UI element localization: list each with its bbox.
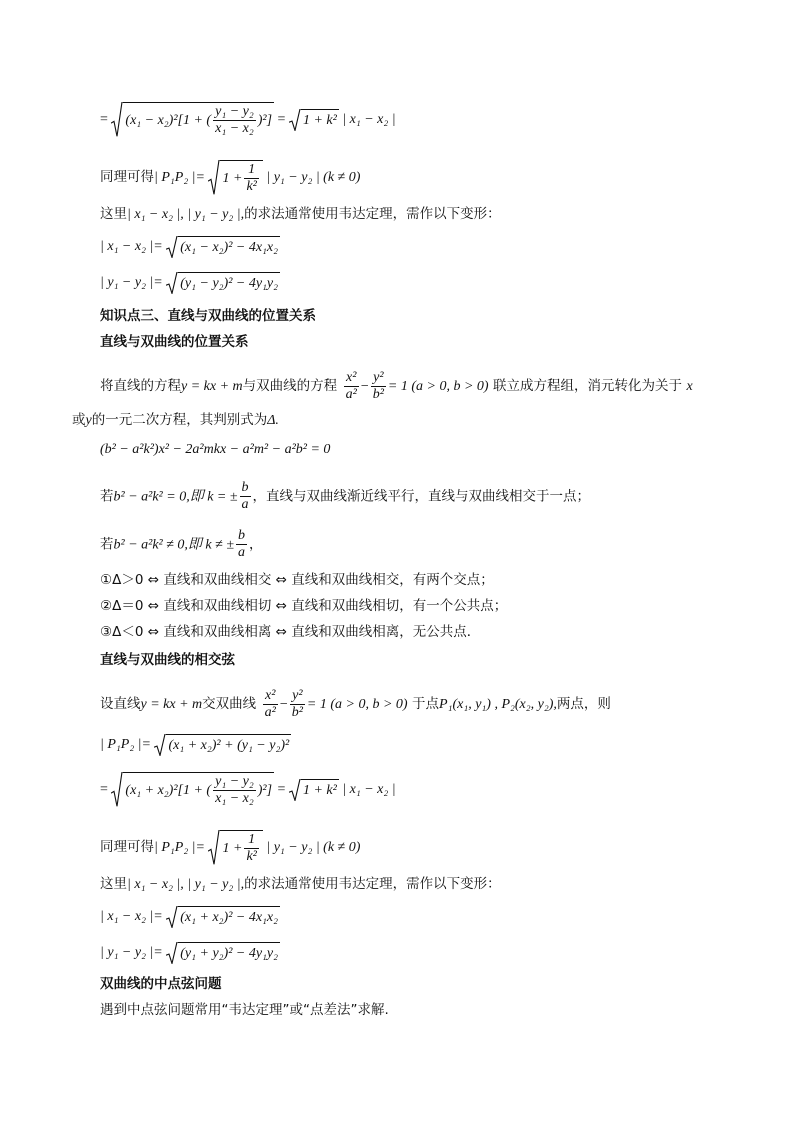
- case-line-2: ②Δ＝0 ⇔ 直线和双曲线相切 ⇔ 直线和双曲线相切，有一个公共点；: [100, 598, 508, 614]
- radical-sign: [289, 779, 301, 801]
- case-line-1: ①Δ＞0 ⇔ 直线和双曲线相交 ⇔ 直线和双曲线相交，有两个交点；: [100, 572, 494, 588]
- radical-sign: [166, 942, 178, 964]
- formula-line-4: | x₁ − x₂ |= (x₁ − x₂)² − 4x₁x₂: [100, 236, 280, 258]
- formula-line-5: | y₁ − y₂ |= (y₁ − y₂)² − 4y₁y₂: [100, 272, 280, 294]
- subsection-heading-position: 直线与双曲线的位置关系: [100, 334, 249, 350]
- radical-sign: [289, 109, 301, 131]
- subsection-heading-chord: 直线与双曲线的相交弦: [100, 652, 235, 668]
- text-line-18: 遇到中点弦问题常用“韦达定理”或“点差法”求解.: [100, 1002, 389, 1018]
- formula-line-12: | P₁P₂ |= (x₁ + x₂)² + (y₁ − y₂)²: [100, 734, 291, 756]
- radical-sign: [154, 734, 166, 756]
- radical-sign: [166, 272, 178, 294]
- text-line-3: 这里| x₁ − x₂ |, | y₁ − y₂ |,的求法通常使用韦达定理，需作以下变形：: [100, 206, 501, 222]
- radical-sign: [111, 102, 123, 137]
- formula-line-1: = (x₁ − x₂)²[1 + ( $\frac{\text{y₁ − y₂}}{\text{x₁ − x₂}}$ )²] = 1 + k² | x₁ − x₂ |: [100, 104, 396, 137]
- formula-line-2: 同理可得| P₁P₂ |= 1 + $\frac{1}{\text{k²}}$ | y₁ − y₂ | (k ≠ 0): [100, 162, 361, 195]
- case-line-3: ③Δ＜0 ⇔ 直线和双曲线相离 ⇔ 直线和双曲线相离，无公共点．: [100, 624, 481, 640]
- subsection-heading-midpoint: 双曲线的中点弦问题: [100, 976, 222, 992]
- section-heading-3: 知识点三、直线与双曲线的位置关系: [100, 308, 316, 324]
- radical-sign: [111, 772, 123, 807]
- text-line-11: 设直线y = kx + m交双曲线 $\frac{\text{x²}}{\text{a²}}$ − $\frac{\text{y²}}{\text{b²}}$ = 1 (a > 0, b > 0) 于点P₁(x₁, y₁) , P₂(x₂, y₂),两点，则: [100, 688, 611, 721]
- text-line-15: 这里| x₁ − x₂ |, | y₁ − y₂ |,的求法通常使用韦达定理，需作以下变形：: [100, 876, 501, 892]
- radical-sign: [166, 906, 178, 928]
- formula-line-8: (b² − a²k²)x² − 2a²mkx − a²m² − a²b² = 0: [100, 442, 331, 457]
- text-line-10: 若b² − a²k² ≠ 0,即 k ≠ ± $\frac{b}{a}$ ，: [100, 528, 263, 561]
- sqrt-sign: (x₁ − x₂)²[1 + ( $\frac{\text{y₁ − y₂}}{\text{x₁ − x₂}}$ )²]: [111, 102, 274, 137]
- formula-line-13: = (x₁ + x₂)²[1 + ( $\frac{\text{y₁ − y₂}}{\text{x₁ − x₂}}$ )²] = 1 + k² | x₁ − x₂ |: [100, 774, 396, 807]
- radical-sign: [208, 830, 220, 865]
- text-line-7: 或y的一元二次方程，其判别式为Δ.: [72, 412, 279, 428]
- radical-sign: [208, 160, 220, 195]
- formula-line-16: | x₁ − x₂ |= (x₁ + x₂)² − 4x₁x₂: [100, 906, 280, 928]
- formula-line-17: | y₁ − y₂ |= (y₁ + y₂)² − 4y₁y₂: [100, 942, 280, 964]
- text-line-9: 若b² − a²k² = 0,即 k = ± $\frac{b}{a}$ ，直线与双曲线渐近线平行，直线与双曲线相交于一点；: [100, 480, 591, 513]
- text-line-6: 将直线的方程y = kx + m与双曲线的方程 $\frac{\text{x²}}{\text{a²}}$ − $\frac{\text{y²}}{\text{b²}}$ = 1 (a > 0, b > 0) 联立成方程组，消元转化为关于 x: [100, 370, 693, 403]
- formula-line-14: 同理可得| P₁P₂ |= 1 + $\frac{1}{\text{k²}}$ | y₁ − y₂ | (k ≠ 0): [100, 832, 361, 865]
- radical-sign: [166, 236, 178, 258]
